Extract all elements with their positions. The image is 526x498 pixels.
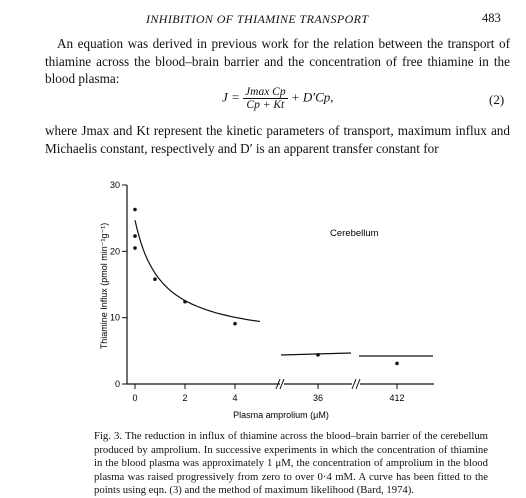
x-axis-label: Plasma amprolium (μM) xyxy=(233,410,329,420)
data-point xyxy=(395,362,399,366)
equation-numerator: Jmax Cp xyxy=(245,86,286,98)
equation-denominator: Cp + Kt xyxy=(246,99,285,111)
equation-number: (2) xyxy=(489,92,505,107)
y-tick-label: 20 xyxy=(109,246,120,257)
x-tick-label: 412 xyxy=(389,393,405,403)
running-header-title: INHIBITION OF THIAMINE TRANSPORT xyxy=(146,12,369,26)
fitted-line-segment-2 xyxy=(281,353,351,355)
figure-caption xyxy=(94,430,488,498)
x-tick-label: 0 xyxy=(132,393,138,403)
paragraph-text: An equation was derived in previous work for the relation between the transport of thiamine across the blood–brain barrier and the concentration of free thiamine in the blood plasma: xyxy=(45,36,510,86)
y-tick-label: 10 xyxy=(109,312,120,323)
data-point xyxy=(233,322,237,326)
x-tick-label: 2 xyxy=(182,393,188,403)
caption-label: Fig. 3. xyxy=(94,430,122,442)
x-tick-label: 4 xyxy=(232,393,238,403)
definitions-paragraph: where Jmax and Kt represent the kinetic parameters of transport, maximum influx and Michaelis constant, respectively and D′ is an apparent transfer constant for xyxy=(45,123,510,156)
y-axis-label: Thiamine Influx (pmol min⁻¹g⁻¹) xyxy=(99,222,109,350)
chart-annotation: Cerebellum xyxy=(330,228,379,239)
chart-layer xyxy=(99,180,434,420)
data-point xyxy=(133,246,137,250)
fitted-curve xyxy=(135,220,260,321)
data-point xyxy=(183,300,187,304)
y-tick-label: 30 xyxy=(109,180,120,190)
data-point xyxy=(316,353,320,357)
y-tick-label: 0 xyxy=(114,379,120,389)
equation-tail: + D′Cp, xyxy=(290,89,334,105)
data-point xyxy=(153,277,157,281)
equation-lhs: J = xyxy=(222,89,240,105)
x-tick-label: 36 xyxy=(312,393,324,403)
data-point xyxy=(133,208,137,212)
data-point xyxy=(133,234,137,238)
caption-text: The reduction in influx of thiamine across the blood–brain barrier of the cerebellum produced by amprolium. In successive experiments in which the concentration of thiamine in the blood plasma was approximately 1 μM, the concentration of amprolium in the blood plasma was raised progressively from zero to over 0·4 mM. A curve has been fitted to the points using eqn. (3) and the method of maximum likelihood (Bard, 1974). xyxy=(94,430,488,496)
page-number: 483 xyxy=(482,11,501,25)
